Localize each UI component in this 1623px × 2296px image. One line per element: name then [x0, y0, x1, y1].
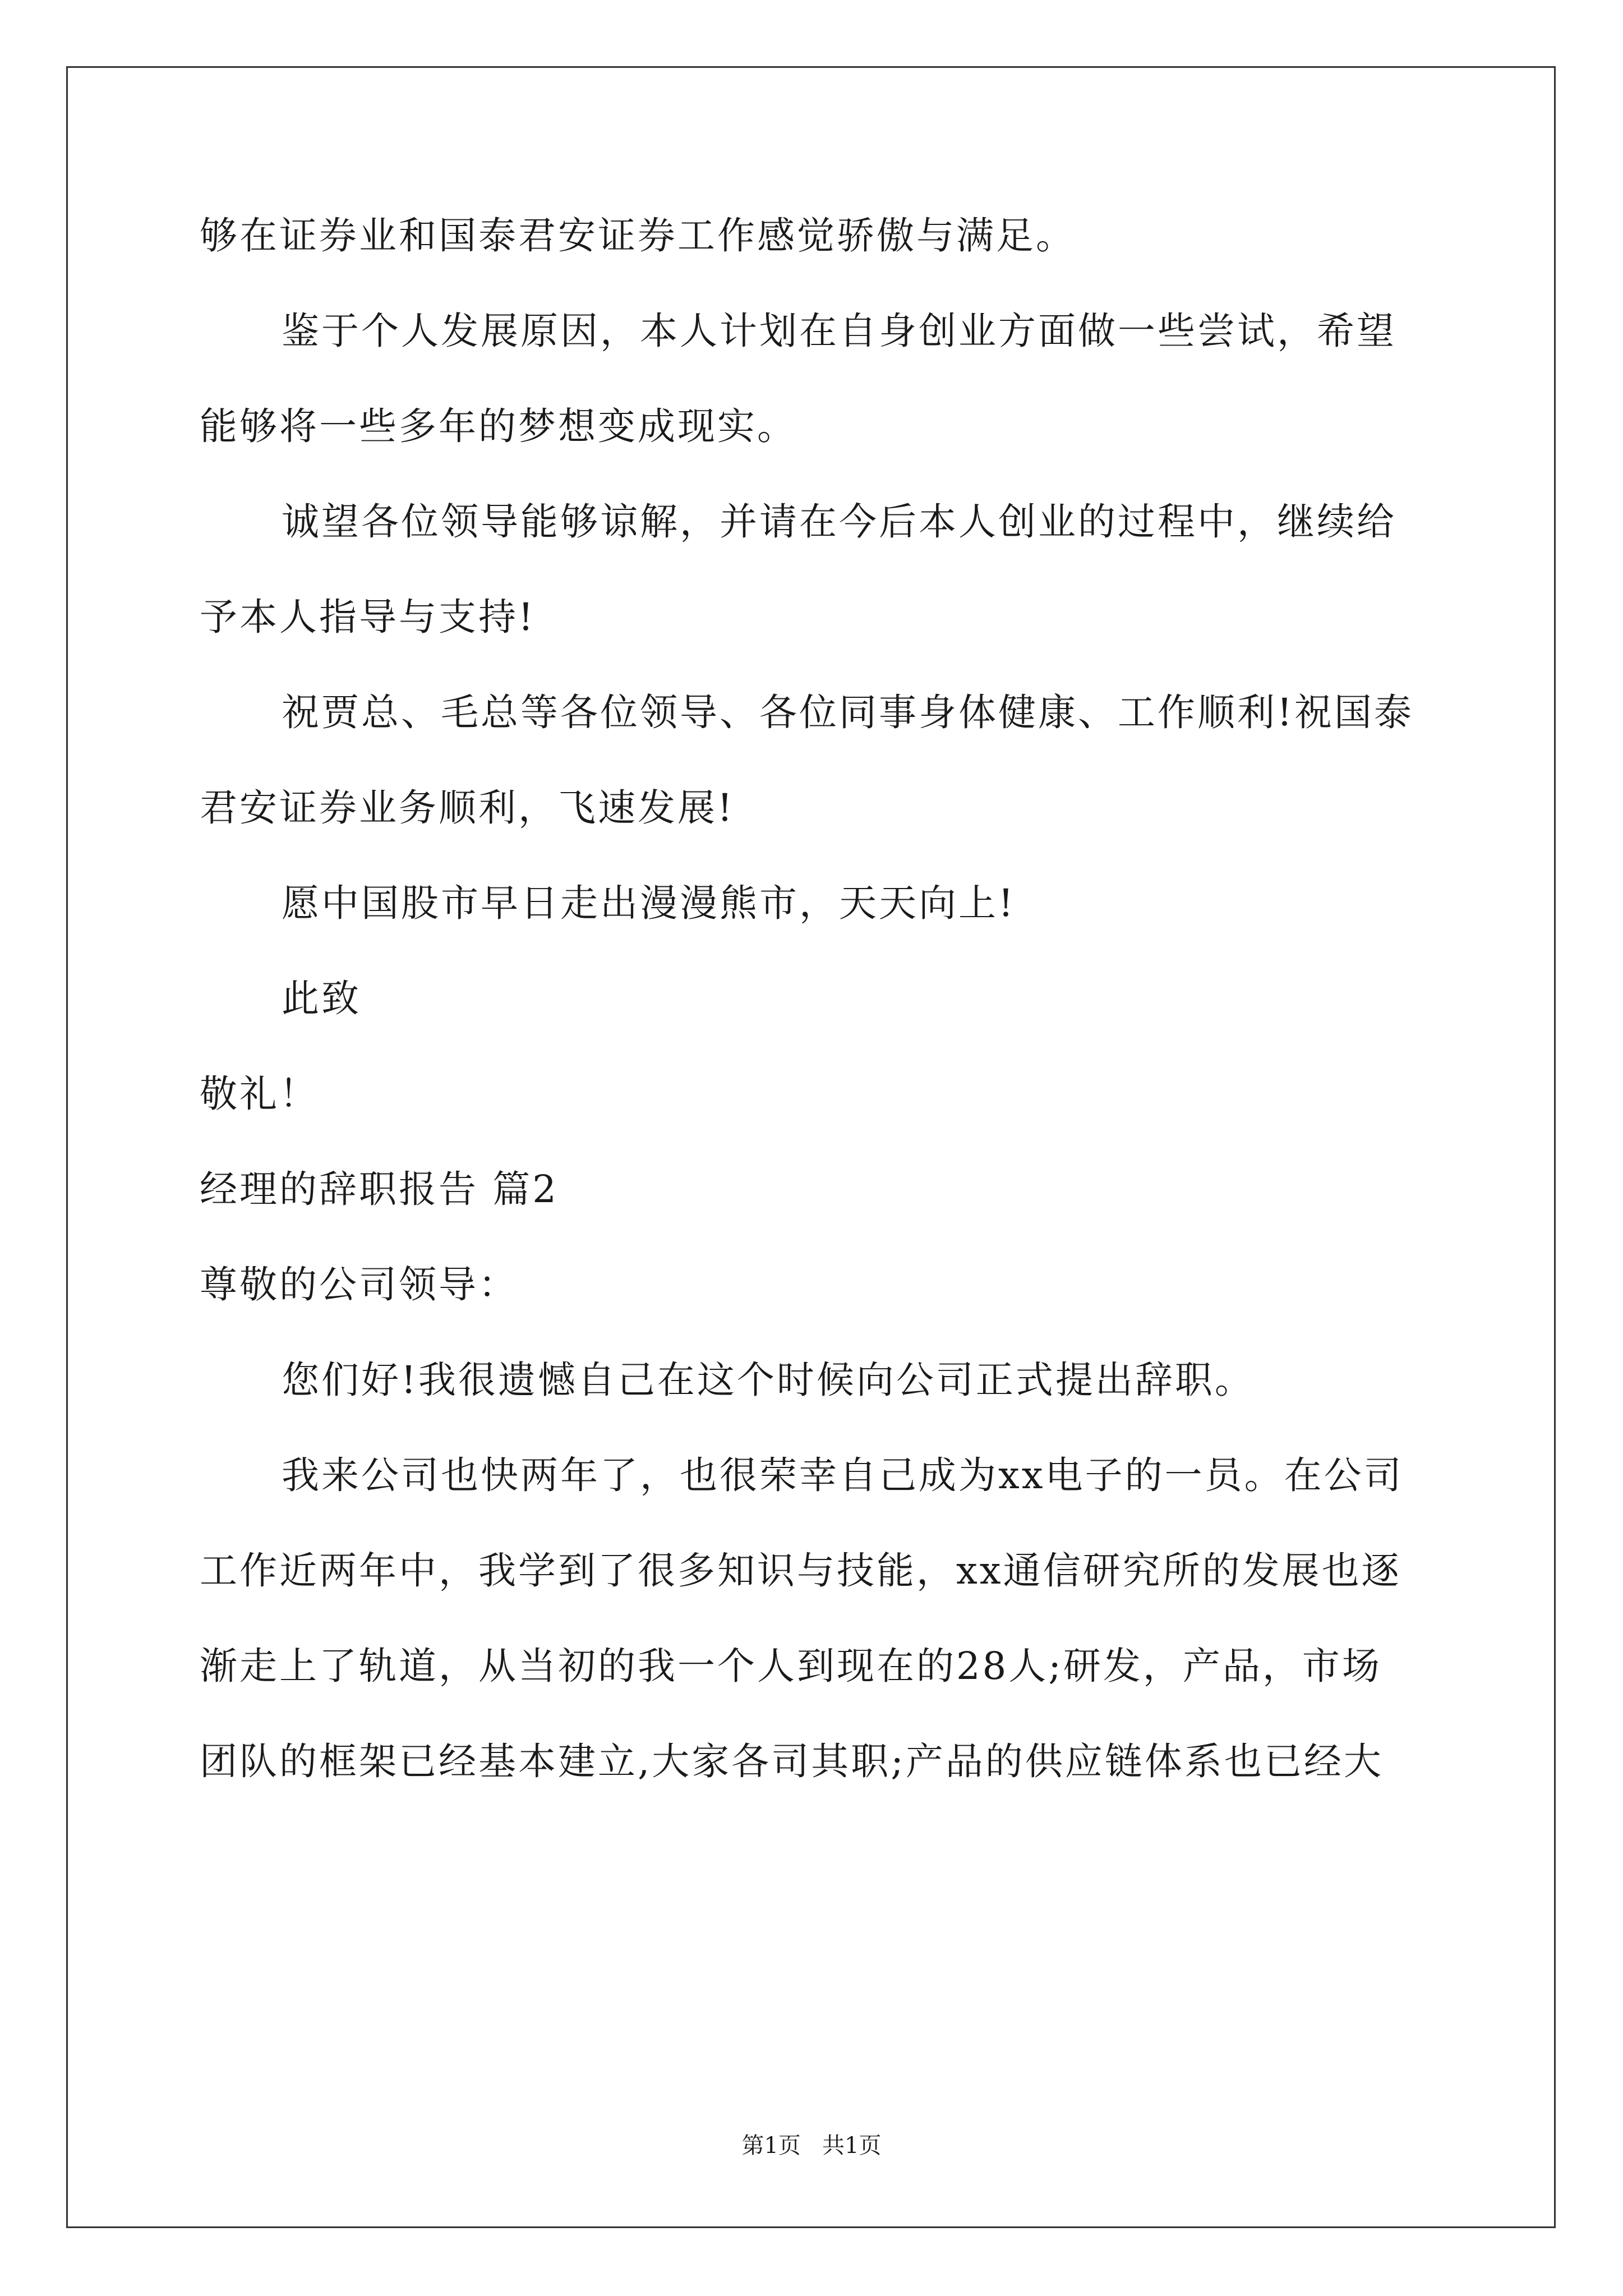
closing-line: 此致 — [282, 977, 361, 1020]
text-line: 诚望各位领导能够谅解，并请在今后本人创业的过程中，继续给 — [282, 500, 1396, 544]
section-heading: 经理的辞职报告 篇2 — [200, 1167, 559, 1211]
text-line: 鉴于个人发展原因，本人计划在自身创业方面做一些尝试，希望 — [282, 309, 1396, 353]
closing-salutation: 敬礼！ — [200, 1072, 319, 1116]
text-line: 我来公司也快两年了，也很荣幸自己成为xx电子的一员。在公司 — [282, 1453, 1404, 1497]
text-line: 渐走上了轨道，从当初的我一个人到现在的28人;研发，产品，市场 — [200, 1644, 1382, 1688]
text-line: 君安证券业务顺利，飞速发展! — [200, 786, 735, 830]
text-line: 工作近两年中，我学到了很多知识与技能，xx通信研究所的发展也逐 — [200, 1549, 1401, 1593]
page-footer: 第1页 共1页 — [741, 2133, 882, 2159]
text-line: 祝贾总、毛总等各位领导、各位同事身体健康、工作顺利!祝国泰 — [282, 691, 1414, 734]
text-line: 团队的框架已经基本建立,大家各司其职;产品的供应链体系也已经大 — [200, 1740, 1384, 1783]
text-line: 予本人指导与支持! — [200, 595, 536, 639]
text-line: 您们好!我很遗憾自己在这个时候向公司正式提出辞职。 — [282, 1358, 1255, 1402]
text-line: 愿中国股市早日走出漫漫熊市，天天向上! — [282, 881, 1016, 925]
page-frame — [66, 66, 1556, 2228]
text-line: 能够将一些多年的梦想变成现实。 — [200, 404, 797, 448]
text-line: 够在证券业和国泰君安证券工作感觉骄傲与满足。 — [200, 214, 1076, 257]
salutation: 尊敬的公司领导： — [200, 1263, 518, 1306]
